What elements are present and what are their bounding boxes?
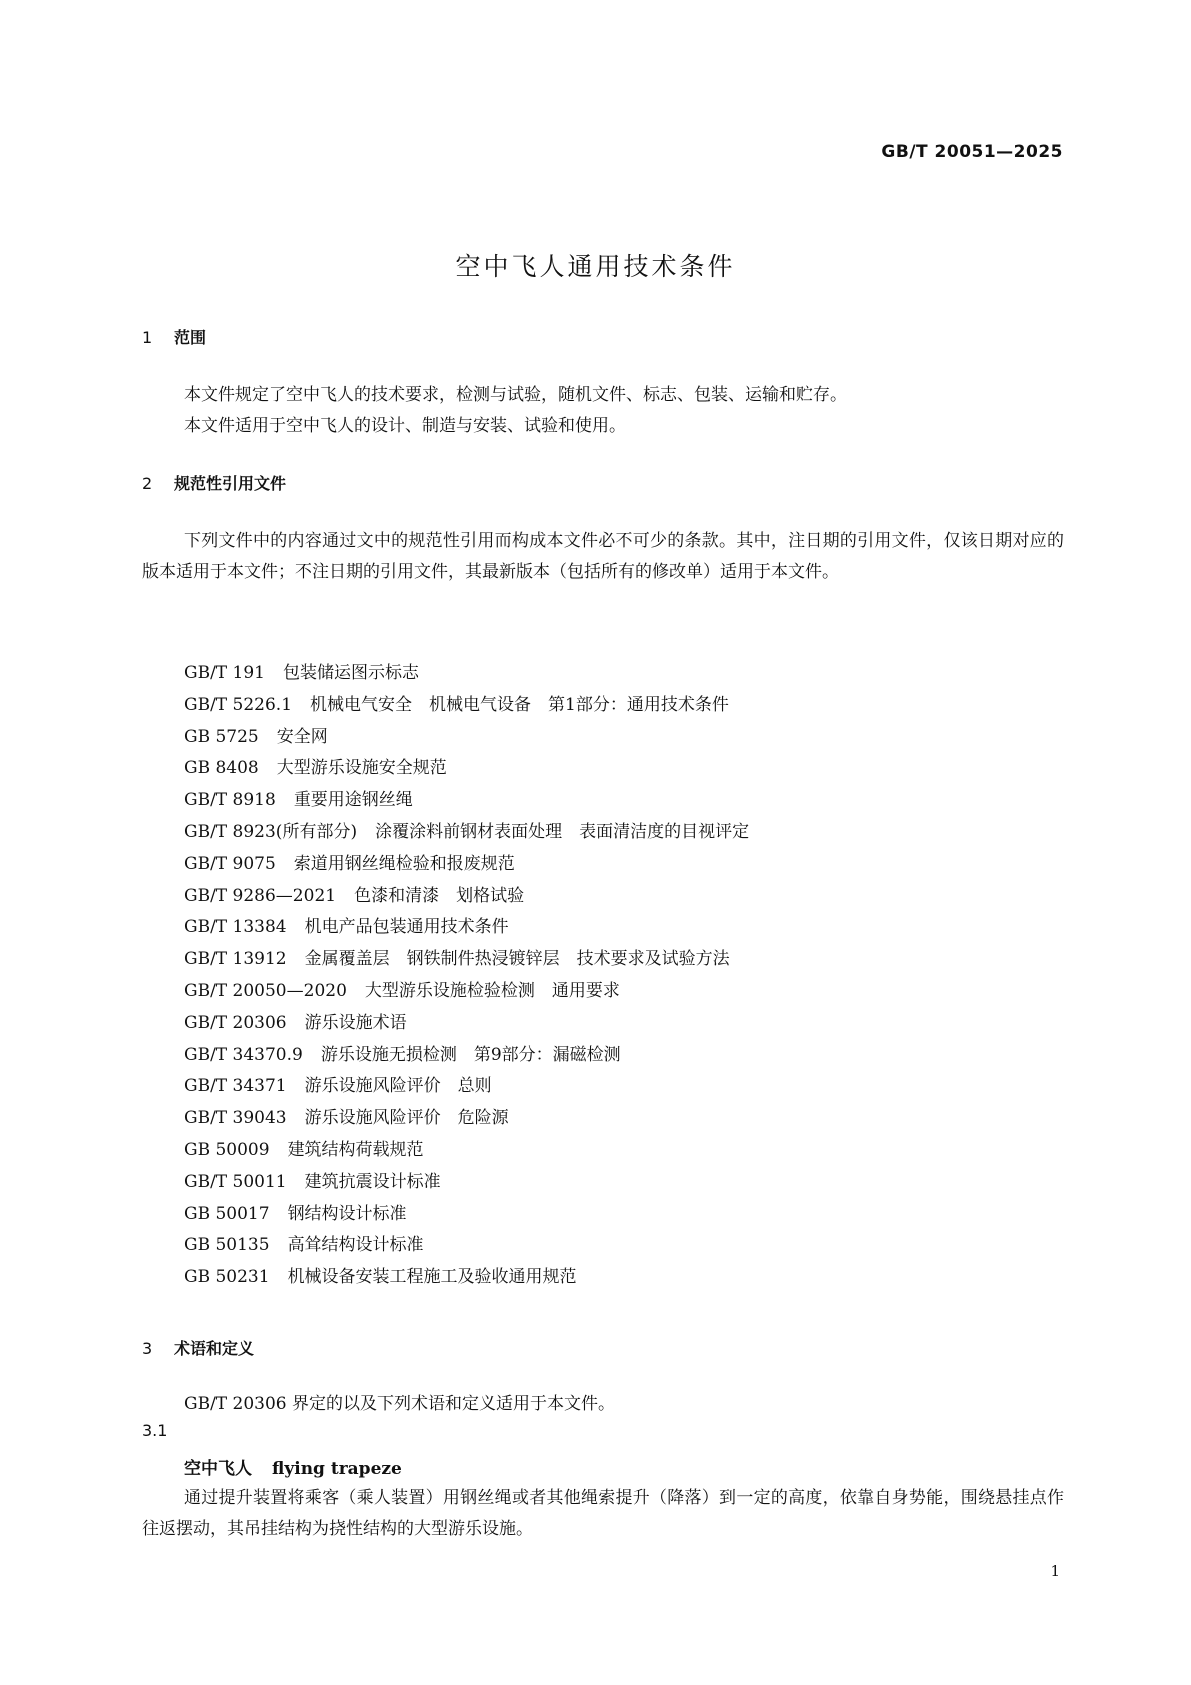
reference-code: GB/T 191 [184,663,265,683]
reference-title: 建筑结构荷载规范 [287,1139,424,1160]
term-chinese: 空中飞人 [184,1459,252,1479]
section-number: 3 [142,1339,153,1358]
reference-item [184,785,749,817]
reference-item [184,1262,749,1294]
references-intro-paragraph: 下列文件中的内容通过文中的规范性引用而构成本文件必不可少的条款。其中，注日期的引用文件，仅该日期对应的版本适用于本文件；不注日期的引用文件，其最新版本（包括所有的修改单）适用于本文件。 [142,531,1064,582]
term-definition: 通过提升装置将乘客（乘人装置）用钢丝绳或者其他绳索提升（降落）到一定的高度，依靠自身势能，围绕悬挂点作往返摆动，其吊挂结构为挠性结构的大型游乐设施。 [142,1488,1064,1539]
reference-code: GB/T 9075 [184,853,276,874]
section-title: 范围 [174,328,207,347]
reference-title: 索道用钢丝绳检验和报废规范 [293,853,515,874]
reference-title: 金属覆盖层 钢铁制件热浸镀锌层 技术要求及试验方法 [304,949,730,970]
reference-item [184,1040,749,1072]
reference-title: 大型游乐设施检验检测 通用要求 [364,980,620,1001]
reference-title: 建筑抗震设计标准 [304,1171,441,1192]
scope-paragraph-2: 本文件适用于空中飞人的设计、制造与安装、试验和使用。 [184,416,626,436]
reference-list [184,658,749,1294]
reference-item [184,944,749,976]
reference-item [184,1008,749,1040]
reference-code: GB/T 39043 [184,1108,287,1129]
reference-title: 钢结构设计标准 [287,1203,407,1224]
reference-code: GB 50231 [184,1267,270,1288]
reference-code: GB/T 8923(所有部分) [184,821,358,842]
section-heading-normative-references [142,471,286,494]
section-heading-terms-and-definitions [142,1336,254,1359]
reference-item [184,753,749,785]
section-number: 2 [142,474,153,493]
reference-code: GB 50135 [184,1235,270,1256]
reference-title: 大型游乐设施安全规范 [276,758,447,779]
section-title: 规范性引用文件 [174,474,287,493]
reference-code: GB 5725 [184,726,259,747]
reference-code: GB/T 5226.1 [184,694,293,715]
reference-item [184,1199,749,1231]
reference-item [184,722,749,754]
reference-item [184,849,749,881]
reference-title: 机械设备安装工程施工及验收通用规范 [287,1267,577,1288]
reference-code: GB/T 9286—2021 [184,885,337,906]
document-title: 空中飞人通用技术条件 [455,252,736,281]
standard-code: GB/T 20051—2025 [881,142,1063,162]
reference-item [184,690,749,722]
reference-item [184,1071,749,1103]
reference-title: 安全网 [276,726,328,747]
reference-code: GB/T 50011 [184,1171,287,1192]
reference-item [184,817,749,849]
page-number: 1 [1050,1562,1060,1580]
reference-code: GB/T 34371 [184,1076,287,1097]
reference-code: GB 8408 [184,758,259,779]
reference-item [184,1135,749,1167]
reference-code: GB/T 20050—2020 [184,980,347,1001]
reference-title: 游乐设施无损检测 第9部分：漏磁检测 [320,1044,621,1065]
reference-title: 游乐设施术语 [304,1012,407,1033]
reference-title: 机械电气安全 机械电气设备 第1部分：通用技术条件 [310,694,729,715]
section-number: 1 [142,328,153,347]
reference-code: GB/T 13384 [184,917,287,938]
reference-title: 机电产品包装通用技术条件 [304,917,509,938]
reference-title: 游乐设施风险评价 危险源 [304,1108,509,1129]
reference-title: 涂覆涂料前钢材表面处理 表面清洁度的目视评定 [375,821,750,842]
term-entry [184,1454,402,1479]
reference-item [184,1230,749,1262]
section-heading-scope [142,325,206,348]
reference-title: 重要用途钢丝绳 [293,790,413,811]
reference-title: 色漆和清漆 划格试验 [354,885,525,906]
reference-code: GB/T 8918 [184,790,276,811]
section-title: 术语和定义 [174,1339,255,1358]
terms-intro-paragraph: GB/T 20306 界定的以及下列术语和定义适用于本文件。 [184,1394,616,1414]
reference-code: GB 50009 [184,1139,270,1160]
reference-title: 游乐设施风险评价 总则 [304,1076,492,1097]
reference-item [184,881,749,913]
reference-item [184,658,749,690]
term-english: flying trapeze [272,1459,402,1479]
reference-item [184,1167,749,1199]
reference-item [184,912,749,944]
reference-item [184,976,749,1008]
term-number: 3.1 [142,1421,168,1440]
reference-item [184,1103,749,1135]
reference-title: 高耸结构设计标准 [287,1235,424,1256]
reference-code: GB/T 13912 [184,949,287,970]
scope-paragraph-1: 本文件规定了空中飞人的技术要求，检测与试验，随机文件、标志、包装、运输和贮存。 [184,385,847,405]
reference-code: GB/T 34370.9 [184,1044,303,1065]
reference-code: GB/T 20306 [184,1012,287,1033]
reference-code: GB 50017 [184,1203,270,1224]
reference-title: 包装储运图示标志 [283,663,419,683]
